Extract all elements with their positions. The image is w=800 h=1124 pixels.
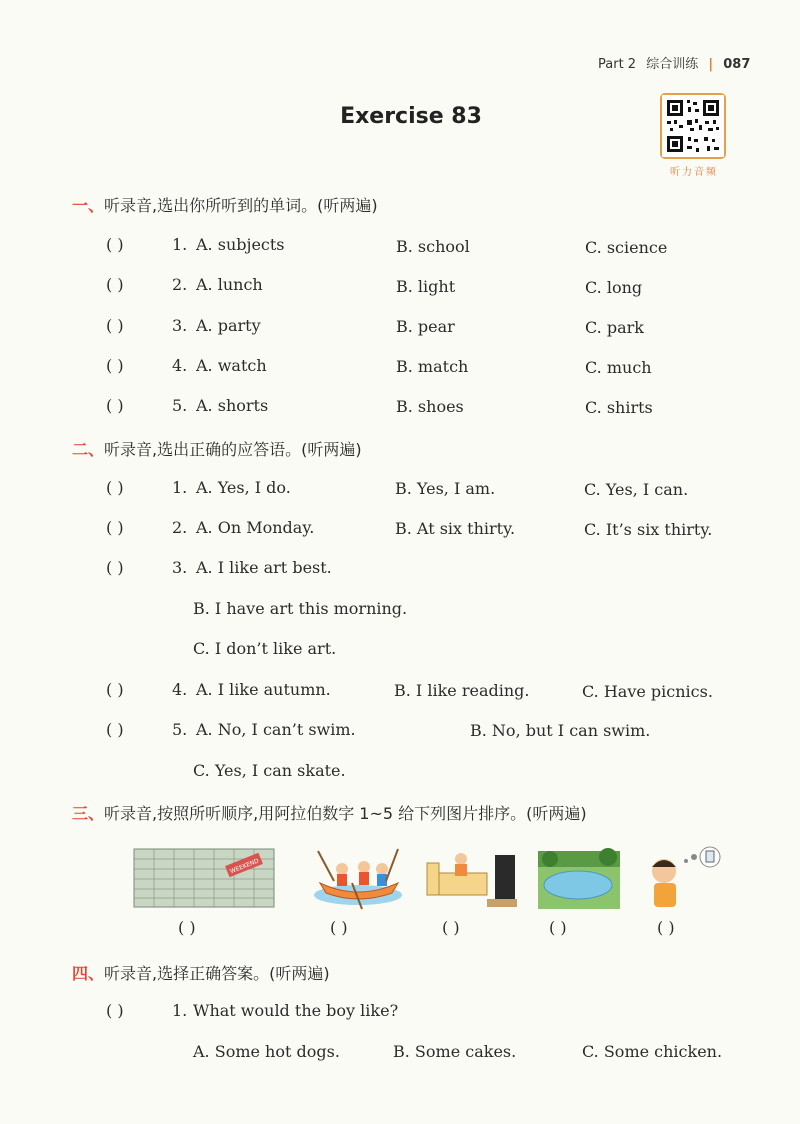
qr-caption: 听力音频 bbox=[670, 167, 718, 178]
option-b: B. No, but I can swim. bbox=[470, 721, 651, 740]
answer-blank[interactable]: ( ) bbox=[106, 518, 124, 537]
section-4-number: 四、 bbox=[72, 964, 105, 983]
option-b: B. At six thirty. bbox=[395, 519, 516, 538]
option-c: C. Some chicken. bbox=[582, 1042, 723, 1061]
section-1-number: 一、 bbox=[72, 196, 105, 215]
page-header bbox=[598, 53, 750, 72]
option-c: C. much bbox=[585, 358, 652, 377]
answer-blank[interactable]: ( ) bbox=[549, 918, 567, 937]
answer-blank[interactable]: ( ) bbox=[106, 235, 124, 254]
answer-blank[interactable]: ( ) bbox=[106, 316, 124, 335]
answer-blank[interactable]: ( ) bbox=[106, 356, 124, 375]
item-number: 1. bbox=[172, 1001, 188, 1020]
option-b: B. Yes, I am. bbox=[395, 479, 496, 498]
item-number: 1. bbox=[172, 235, 188, 254]
option-c: C. long bbox=[585, 278, 643, 297]
answer-blank[interactable]: ( ) bbox=[106, 396, 124, 415]
picture-timetable bbox=[132, 845, 280, 913]
question-text: What would the boy like? bbox=[193, 1001, 399, 1020]
option-a: A. I like art best. bbox=[196, 558, 332, 577]
item-number: 1. bbox=[172, 478, 188, 497]
option-c: C. It’s six thirty. bbox=[584, 520, 713, 539]
park-illustration bbox=[538, 845, 620, 913]
option-a: A. watch bbox=[196, 356, 267, 375]
tv-illustration bbox=[425, 845, 517, 913]
section-4-heading bbox=[72, 961, 330, 984]
section-4-text: 听录音,选择正确答案。(听两遍) bbox=[104, 964, 330, 983]
timetable-illustration bbox=[132, 845, 280, 913]
section-1-heading bbox=[72, 193, 378, 216]
answer-blank[interactable]: ( ) bbox=[106, 558, 124, 577]
answer-blank[interactable]: ( ) bbox=[657, 918, 675, 937]
option-b: B. I have art this morning. bbox=[193, 599, 408, 618]
boating-illustration bbox=[312, 845, 404, 913]
option-a: A. subjects bbox=[196, 235, 285, 254]
picture-watching-tv bbox=[425, 845, 517, 913]
section-3-text: 听录音,按照所听顺序,用阿拉伯数字 1~5 给下列图片排序。(听两遍) bbox=[104, 804, 587, 823]
section-3-heading bbox=[72, 801, 587, 824]
picture-boy-drink bbox=[646, 845, 728, 913]
item-number: 2. bbox=[172, 275, 188, 294]
option-b: B. Some cakes. bbox=[393, 1042, 517, 1061]
option-a: A. shorts bbox=[196, 396, 269, 415]
option-c: C. Yes, I can. bbox=[584, 480, 689, 499]
option-a: A. Some hot dogs. bbox=[193, 1042, 340, 1061]
page-title: Exercise 83 bbox=[340, 104, 482, 129]
answer-blank[interactable]: ( ) bbox=[106, 1001, 124, 1020]
weekend-tag: WEEKEND bbox=[229, 857, 260, 876]
option-c: C. park bbox=[585, 318, 644, 337]
option-c: C. I don’t like art. bbox=[193, 639, 337, 658]
part-label: Part 2 bbox=[598, 57, 637, 72]
option-b: B. I like reading. bbox=[394, 681, 530, 700]
option-c: C. science bbox=[585, 238, 668, 257]
option-a: A. On Monday. bbox=[196, 518, 315, 537]
option-b: B. shoes bbox=[396, 397, 464, 416]
answer-blank[interactable]: ( ) bbox=[178, 918, 196, 937]
option-c: C. Yes, I can skate. bbox=[193, 761, 346, 780]
item-number: 4. bbox=[172, 680, 188, 699]
option-b: B. school bbox=[396, 237, 470, 256]
option-c: C. Have picnics. bbox=[582, 682, 713, 701]
option-b: B. light bbox=[396, 277, 456, 296]
answer-blank[interactable]: ( ) bbox=[106, 275, 124, 294]
option-a: A. lunch bbox=[196, 275, 263, 294]
answer-blank[interactable]: ( ) bbox=[106, 720, 124, 739]
option-a: A. Yes, I do. bbox=[196, 478, 291, 497]
picture-park bbox=[538, 845, 620, 913]
answer-blank[interactable]: ( ) bbox=[106, 680, 124, 699]
item-number: 5. bbox=[172, 396, 188, 415]
option-a: A. I like autumn. bbox=[196, 680, 331, 699]
option-a: A. No, I can’t swim. bbox=[196, 720, 356, 739]
item-number: 2. bbox=[172, 518, 188, 537]
header-separator: | bbox=[708, 57, 714, 72]
option-c: C. shirts bbox=[585, 398, 653, 417]
option-b: B. pear bbox=[396, 317, 455, 336]
answer-blank[interactable]: ( ) bbox=[106, 478, 124, 497]
option-a: A. party bbox=[196, 316, 261, 335]
answer-blank[interactable]: ( ) bbox=[330, 918, 348, 937]
qr-code-icon bbox=[662, 95, 724, 157]
option-b: B. match bbox=[396, 357, 469, 376]
page-number: 087 bbox=[723, 57, 751, 72]
item-number: 3. bbox=[172, 316, 188, 335]
section-1-text: 听录音,选出你所听到的单词。(听两遍) bbox=[104, 196, 378, 215]
item-number: 3. bbox=[172, 558, 188, 577]
section-3-number: 三、 bbox=[72, 804, 105, 823]
section-2-number: 二、 bbox=[72, 440, 105, 459]
qr-code[interactable] bbox=[660, 93, 726, 159]
item-number: 5. bbox=[172, 720, 188, 739]
picture-boating bbox=[312, 845, 404, 913]
section-label: 综合训练 bbox=[646, 57, 699, 72]
answer-blank[interactable]: ( ) bbox=[442, 918, 460, 937]
section-2-heading bbox=[72, 437, 362, 460]
boy-illustration bbox=[646, 845, 728, 913]
item-number: 4. bbox=[172, 356, 188, 375]
section-2-text: 听录音,选出正确的应答语。(听两遍) bbox=[104, 440, 362, 459]
